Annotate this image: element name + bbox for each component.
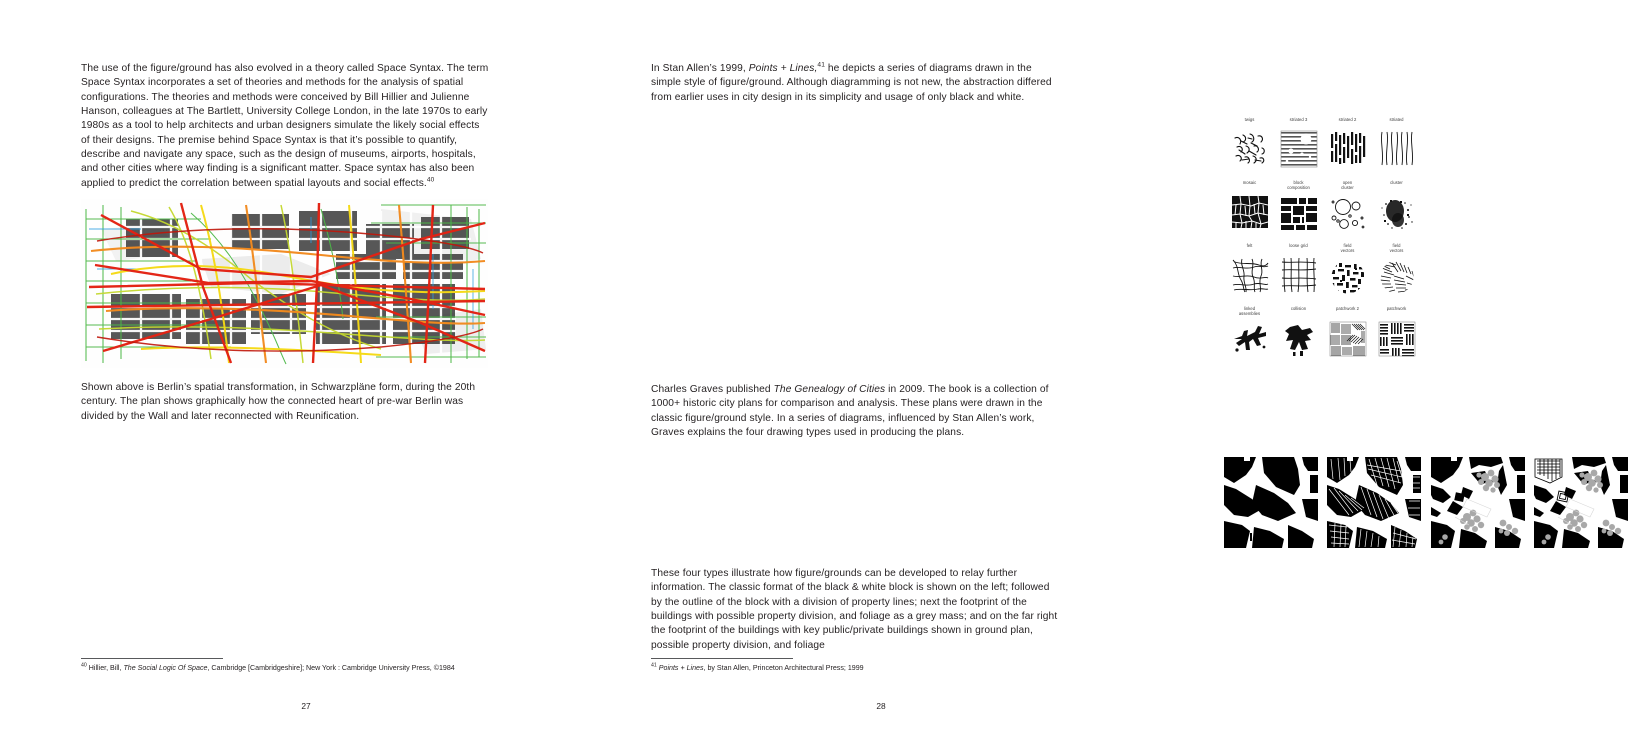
allen-cell-striated bbox=[1372, 118, 1421, 181]
berlin-caption-block bbox=[81, 381, 489, 424]
allen-cell-felt bbox=[1225, 244, 1274, 307]
collision-icon bbox=[1280, 323, 1318, 357]
allen-cell-field-vectors-blocks bbox=[1323, 244, 1372, 307]
allen-label-field-vectors-strokes: field vectors bbox=[1389, 243, 1404, 253]
allen-cell-block-composition bbox=[1274, 181, 1323, 244]
mosaic-icon bbox=[1231, 193, 1269, 231]
figure-ground-four-types bbox=[1222, 455, 1630, 550]
paragraph-space-syntax-text: The use of the figure/ground has also evolved in a theory called Space Syntax. The term Space Syntax incorporates a set of theories and methods for the analysis of spatial configurations. The theories and methods were conceived by Bill Hillier and Julienne Hanson, colleagues at The Bartlett, University College London, in the late 1970s to early 1980s as a tool to help architects and urban designers simulate the likely social effects of their designs. The premise behind Space Syntax is that it’s possible to quantify, describe and navigate any space, such as the design of museums, airports, hospitals, and other cities where way finding is a significant matter. Space syntax has also been applied to predict the correlation between spatial layouts and social effects. bbox=[81, 63, 489, 189]
field-vectors-strokes-icon bbox=[1378, 260, 1416, 294]
open-cluster-icon bbox=[1329, 197, 1367, 231]
allen-label-patchwork2: patchwork 2 bbox=[1335, 306, 1360, 311]
stan-allen-title: Points + Lines, bbox=[748, 63, 818, 74]
allen-cell-striated3 bbox=[1274, 118, 1323, 181]
footnote-left-text bbox=[81, 664, 501, 673]
figure-ground-panel-3 bbox=[1429, 455, 1527, 550]
footnote-marker-40: 40 bbox=[426, 176, 435, 184]
felt-icon bbox=[1231, 256, 1269, 294]
footnote-left-title: The Social Logic Of Space bbox=[123, 664, 208, 672]
footnote-right-title: Points + Lines bbox=[658, 664, 704, 672]
footnote-left bbox=[81, 658, 501, 673]
loose-grid-icon bbox=[1280, 256, 1318, 294]
field-vectors-blocks-icon bbox=[1329, 260, 1367, 294]
footnote-rule-right bbox=[651, 658, 793, 659]
allen-cell-open-cluster bbox=[1323, 181, 1372, 244]
berlin-space-syntax-map bbox=[81, 199, 488, 368]
cluster-icon bbox=[1378, 197, 1416, 231]
striated2-icon bbox=[1329, 130, 1367, 168]
page-right bbox=[570, 0, 1407, 737]
charles-graves-block bbox=[651, 383, 1059, 440]
paragraph-stan-allen bbox=[651, 62, 1059, 105]
allen-row-3 bbox=[1225, 244, 1421, 307]
twigs-icon bbox=[1231, 130, 1269, 168]
allen-label-striated3: striated 3 bbox=[1289, 117, 1308, 122]
page-number-left: 27 bbox=[301, 701, 311, 711]
figure-ground-panel-1 bbox=[1222, 455, 1320, 550]
four-types-block bbox=[651, 567, 1059, 653]
allen-label-block-composition: block composition bbox=[1287, 180, 1310, 190]
footnote-left-suffix: , Cambridge [Cambridgeshire]; New York : Cambridge University Press, ©1984 bbox=[207, 664, 455, 672]
graves-run-2: in 2009. The book is a collection of 1000+ historic city plans for comparison and analysis. These plans were drawn in the classic figure/ground style. In a series of diagrams, influenced by Stan Allen’s work, Graves explains the four drawing types used in producing the plans. bbox=[651, 384, 1049, 439]
right-page-text-column bbox=[651, 62, 1059, 105]
paragraph-berlin-caption: Shown above is Berlin’s spatial transformation, in Schwarzpläne form, during the 20th century. The plan shows graphically how the connected heart of pre-war Berlin was divided by the Wall and later reconnected with Reunification. bbox=[81, 382, 476, 422]
paragraph-space-syntax bbox=[81, 62, 489, 191]
paragraph-charles-graves bbox=[651, 383, 1059, 440]
allen-label-open-cluster: open cluster bbox=[1341, 180, 1354, 190]
footnote-right-suffix: , by Stan Allen, Princeton Architectural Press; 1999 bbox=[703, 664, 864, 672]
allen-cell-collision bbox=[1274, 307, 1323, 370]
patchwork2-icon bbox=[1329, 321, 1367, 357]
allen-row-2 bbox=[1225, 181, 1421, 244]
allen-cell-striated2 bbox=[1323, 118, 1372, 181]
allen-label-collision: collision bbox=[1290, 306, 1307, 311]
footnote-rule bbox=[81, 658, 223, 659]
stan-allen-run-3: he depicts a series of diagrams drawn in the simple style of figure/ground. Although diagramming is not new, the abstraction differed from earlier uses in city design in its simplicity and usage of only black and white. bbox=[651, 63, 1052, 103]
allen-row-4 bbox=[1225, 307, 1421, 370]
allen-label-striated: striated bbox=[1389, 117, 1404, 122]
left-page-text-column bbox=[81, 62, 489, 191]
figure-ground-panel-2 bbox=[1325, 455, 1423, 550]
allen-row-1 bbox=[1225, 118, 1421, 181]
footnote-left-prefix: Hillier, Bill, bbox=[88, 664, 124, 672]
allen-label-twigs: twigs bbox=[1244, 117, 1255, 122]
patchwork-icon bbox=[1378, 321, 1416, 357]
figure-ground-panel-4 bbox=[1532, 455, 1630, 550]
allen-cell-patchwork2 bbox=[1323, 307, 1372, 370]
allen-cell-cluster bbox=[1372, 181, 1421, 244]
footnote-right-text bbox=[651, 664, 1071, 673]
footnote-number-41: 41 bbox=[651, 662, 657, 669]
striated3-icon bbox=[1280, 130, 1318, 168]
striated-icon bbox=[1378, 130, 1416, 168]
stan-allen-run-0: In Stan Allen’s 1999, bbox=[651, 63, 749, 74]
stan-allen-diagram-grid bbox=[1225, 118, 1421, 370]
allen-label-patchwork: patchwork bbox=[1386, 306, 1407, 311]
allen-label-linked-assemblies: linked assemblies bbox=[1238, 306, 1261, 316]
page-left bbox=[0, 0, 570, 737]
allen-cell-linked-assemblies bbox=[1225, 307, 1274, 370]
graves-title: The Genealogy of Cities bbox=[773, 384, 886, 395]
allen-cell-field-vectors-strokes bbox=[1372, 244, 1421, 307]
allen-label-felt: felt bbox=[1246, 243, 1253, 248]
footnote-right bbox=[651, 658, 1071, 673]
footnote-marker-41: 41 bbox=[817, 61, 825, 69]
linked-assemblies-icon bbox=[1231, 323, 1269, 357]
allen-label-cluster: cluster bbox=[1390, 180, 1403, 185]
paragraph-four-types: These four types illustrate how figure/grounds can be developed to relay further information. The classic format of the black & white block is shown on the left; followed by the outline of the block with a division of property lines; next the footprint of the buildings with possible property division, and foliage as a grey mass; and on the far right the footprint of the buildings with key public/private buildings shown in ground plan, possible property division, and foliage bbox=[651, 568, 1058, 651]
allen-label-field-vectors-blocks: field vectors bbox=[1340, 243, 1355, 253]
allen-cell-patchwork bbox=[1372, 307, 1421, 370]
allen-label-striated2: striated 2 bbox=[1338, 117, 1357, 122]
page-number-right: 28 bbox=[876, 701, 886, 711]
block-composition-icon bbox=[1280, 197, 1318, 231]
graves-run-0: Charles Graves published bbox=[651, 384, 774, 395]
allen-label-loose-grid: loose grid bbox=[1289, 243, 1308, 248]
allen-label-mosaic: mosaic bbox=[1242, 180, 1257, 185]
allen-cell-loose-grid bbox=[1274, 244, 1323, 307]
allen-cell-mosaic bbox=[1225, 181, 1274, 244]
footnote-number-40: 40 bbox=[81, 662, 87, 669]
allen-cell-twigs bbox=[1225, 118, 1274, 181]
